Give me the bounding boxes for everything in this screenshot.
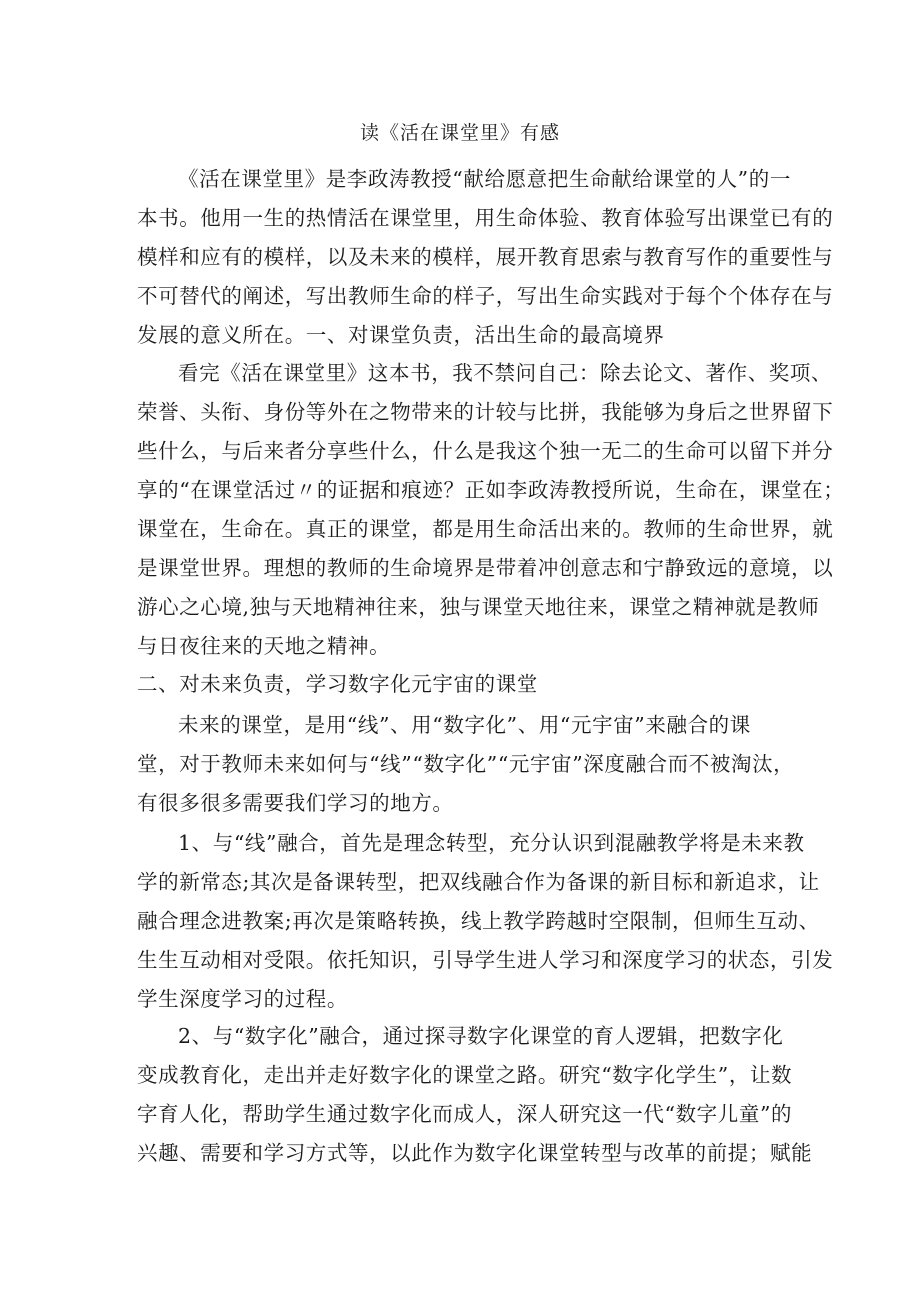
paragraph-point-2	[137, 1017, 813, 1173]
text-line: 有很多很多需要我们学习的地方。	[137, 791, 454, 815]
text-line: 是课堂世界。理想的教师的生命境界是带着冲创意志和宁静致远的意境，以	[137, 556, 834, 580]
text-line: 学生深度学习的过程。	[137, 987, 348, 1011]
text-line: 模样和应有的模样，以及未来的模样，展开教育思索与教育写作的重要性与	[137, 245, 834, 269]
text-line: 本书。他用一生的热情活在课堂里，用生命体验、教育体验写出课堂已有的	[137, 206, 834, 230]
text-line: 课堂在，生命在。真正的课堂，都是用生命活出来的。教师的生命世界，就	[137, 517, 834, 541]
paragraph-reflection	[137, 354, 845, 666]
text-line: 游心之心境,独与天地精神往来，独与课堂天地往来，课堂之精神就是教师	[137, 595, 820, 619]
text-line: 2、与“数字化”融合，通过探寻数字化课堂的育人逻辑，把数字化	[178, 1024, 784, 1048]
text-line: 荣誉、头衔、身份等外在之物带来的计较与比拼，我能够为身后之世界留下	[137, 400, 834, 424]
text-line: 堂，对于教师未来如何与“线”“数字化”“元宇宙”深度融合而不被淘汰，	[137, 752, 795, 776]
text-line: 享的“在课堂活过〃的证据和痕迹？正如李政涛教授所说，生命在，课堂在；	[137, 478, 845, 502]
paragraph-intro	[137, 160, 834, 355]
text-line: 看完《活在课堂里》这本书，我不禁问自己：除去论文、著作、奖项、	[178, 361, 833, 385]
text-line: 未来的课堂，是用“线”、用“数字化”、用“元宇宙”来融合的课	[178, 713, 751, 737]
text-line: 与日夜往来的天地之精神。	[137, 634, 391, 658]
text-line: 变成教育化，走出并走好数字化的课堂之路。研究“数字化学生”，让数	[137, 1063, 793, 1087]
text-line: 学的新常态;其次是备课转型，把双线融合作为备课的新目标和新追求，让	[137, 870, 820, 894]
text-line: 发展的意义所在。一、对课堂负责，活出生命的最高境界	[137, 323, 665, 347]
text-line: 生生互动相对受限。依托知识，引导学生进人学习和深度学习的状态，引发	[137, 948, 834, 972]
text-line: 兴趣、需要和学习方式等，以此作为数字化课堂转型与改革的前提；赋能	[137, 1141, 813, 1165]
text-line: 些什么，与后来者分享些什么，什么是我这个独一无二的生命可以留下并分	[137, 439, 834, 463]
section-heading-2: 二、对未来负责，学习数字化元宇宙的课堂	[137, 672, 538, 696]
paragraph-point-1	[137, 824, 834, 1019]
text-line: 字育人化，帮助学生通过数字化而成人，深人研究这一代“数字儿童”的	[137, 1102, 793, 1126]
text-line: 融合理念进教案;再次是策略转换，线上教学跨越时空限制，但师生互动、	[137, 909, 820, 933]
text-line: 1、与“线”融合，首先是理念转型，充分认识到混融教学将是未来教	[178, 831, 805, 855]
text-line: 《活在课堂里》是李政涛教授“献给愿意把生命献给课堂的人”的一	[178, 167, 791, 191]
paragraph-future	[137, 706, 797, 823]
text-line: 不可替代的阐述，写出教师生命的样子，写出生命实践对于每个个体存在与	[137, 284, 834, 308]
document-title: 读《活在课堂里》有感	[359, 122, 560, 144]
